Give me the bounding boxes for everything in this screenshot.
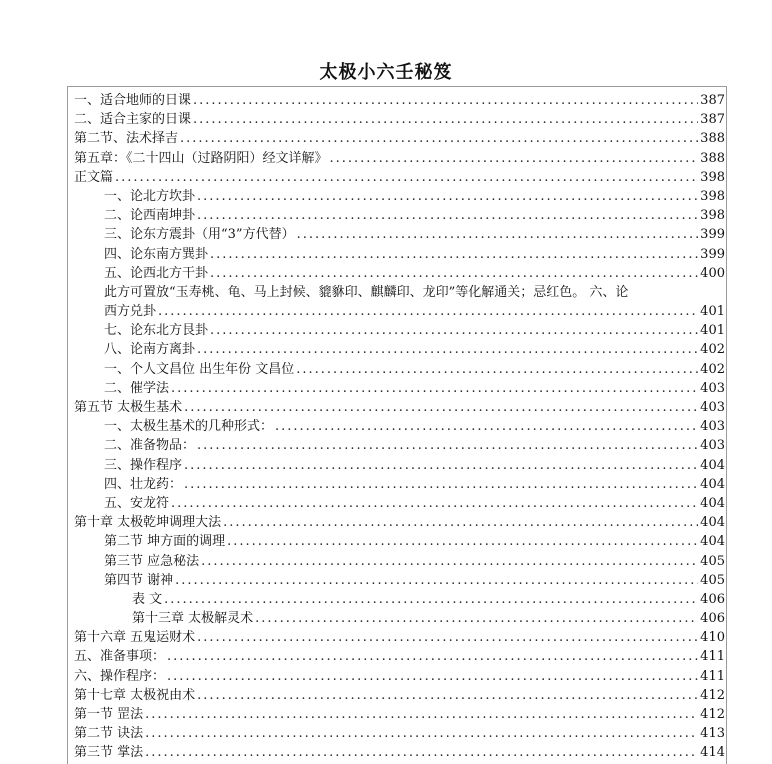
toc-dot-leader	[296, 360, 698, 379]
toc-entry-title: 一、适合地师的日课	[74, 93, 192, 108]
toc-dot-leader	[171, 494, 698, 513]
toc-entry-title: 第三节 应急秘法	[104, 553, 200, 569]
toc-dot-leader	[175, 571, 698, 590]
toc-entry[interactable]	[74, 494, 725, 513]
toc-dot-leader	[145, 724, 698, 743]
toc-page-number: 398	[700, 188, 725, 204]
toc-entry-title: 二、催学法	[104, 380, 170, 396]
toc-entry-title: 五、论西北方干卦	[104, 265, 209, 281]
toc-page-number: 413	[700, 726, 725, 742]
toc-entry-title: 四、论东南方巽卦	[104, 246, 209, 262]
toc-entry-title: 第五章：《二十四山（过路阴阳）经文详解》	[74, 150, 328, 166]
toc-entry-title: 第五节 太极生基术	[74, 400, 183, 415]
toc-entry[interactable]	[74, 590, 725, 609]
toc-page-number: 412	[700, 687, 725, 703]
toc-dot-leader	[197, 436, 698, 455]
toc-page-number: 403	[700, 438, 725, 454]
toc-entry[interactable]	[74, 552, 725, 571]
toc-page-number: 406	[700, 611, 725, 627]
toc-dot-leader	[210, 321, 698, 340]
toc-entry-title: 第四节 谢神	[104, 572, 174, 588]
toc-page-number: 387	[700, 93, 725, 108]
toc-dot-leader	[227, 532, 698, 551]
toc-entry-title: 第十三章 太极解灵术	[132, 611, 254, 627]
toc-page-number: 411	[700, 668, 725, 684]
table-of-contents	[74, 91, 725, 763]
toc-dot-leader	[145, 743, 698, 762]
toc-entry[interactable]	[74, 647, 725, 666]
toc-dot-leader	[297, 225, 699, 244]
toc-entry[interactable]	[74, 91, 725, 110]
toc-dot-leader	[210, 245, 698, 264]
toc-entry[interactable]	[74, 245, 725, 264]
toc-entry-title: 三、论东方震卦（用“3”方代替）	[104, 227, 295, 243]
toc-page-number: 401	[700, 323, 725, 339]
toc-entry[interactable]	[74, 379, 725, 398]
toc-entry-title: 第二节 诀法	[74, 726, 144, 742]
toc-dot-leader	[193, 110, 698, 129]
toc-page-number: 398	[700, 169, 725, 185]
toc-entry-title: 五、安龙符	[104, 495, 170, 511]
toc-entry-title: 第二节 坤方面的调理	[104, 534, 226, 550]
toc-dot-leader	[158, 302, 698, 321]
toc-dot-leader	[201, 552, 698, 571]
toc-page-number: 402	[700, 342, 725, 358]
toc-page-number: 403	[700, 380, 725, 396]
toc-page-number: 399	[700, 246, 725, 262]
toc-entry-title: 八、论南方离卦	[104, 342, 196, 358]
toc-dot-leader	[193, 91, 698, 110]
toc-entry[interactable]	[74, 475, 725, 494]
toc-entry[interactable]	[74, 513, 725, 532]
toc-entry[interactable]	[74, 225, 725, 244]
toc-entry[interactable]	[74, 340, 725, 359]
toc-entry-title: 正文篇	[74, 169, 114, 185]
document-title: 太极小六壬秘笈	[319, 62, 453, 83]
toc-dot-leader	[275, 417, 698, 436]
toc-entry[interactable]	[74, 321, 725, 340]
toc-entry[interactable]	[74, 283, 725, 302]
toc-entry-title: 第十六章 五鬼运财术	[74, 630, 196, 646]
toc-entry[interactable]	[74, 628, 725, 647]
toc-page-number: 404	[700, 457, 725, 473]
toc-entry[interactable]	[74, 187, 725, 206]
toc-entry[interactable]	[74, 609, 725, 628]
toc-entry-title: 五、准备事项：	[74, 649, 166, 665]
toc-entry[interactable]	[74, 302, 725, 321]
toc-dot-leader	[180, 129, 698, 148]
toc-entry-title: 西方兑卦	[104, 304, 157, 320]
toc-entry[interactable]	[74, 149, 725, 168]
toc-page-number: 403	[700, 400, 725, 415]
toc-dot-leader	[210, 264, 698, 283]
toc-page-number: 414	[700, 745, 725, 761]
toc-dot-leader	[167, 667, 698, 686]
toc-entry-title: 第十七章 太极祝由术	[74, 687, 196, 703]
toc-entry[interactable]	[74, 360, 725, 379]
toc-entry-title: 此方可置放“玉寿桃、龟、马上封候、貔貅印、麒麟印、龙印”等化解通关；忌红色。 六、论	[104, 284, 629, 300]
toc-dot-leader	[197, 628, 698, 647]
toc-entry[interactable]	[74, 532, 725, 551]
toc-dot-leader	[184, 456, 698, 475]
toc-page-number: 399	[700, 227, 725, 243]
toc-page-number: 410	[700, 630, 725, 646]
toc-entry[interactable]	[74, 571, 725, 590]
toc-entry[interactable]	[74, 398, 725, 417]
toc-entry-title: 第三节 掌法	[74, 745, 144, 761]
toc-dot-leader	[223, 513, 698, 532]
toc-dot-leader	[184, 398, 698, 417]
toc-page-number: 403	[700, 419, 725, 435]
toc-dot-leader	[115, 168, 698, 187]
toc-entry-title: 一、个人文昌位 出生年份 文昌位	[104, 361, 295, 377]
toc-page-number: 398	[700, 208, 725, 224]
toc-page-number: 388	[700, 131, 725, 147]
toc-dot-leader	[164, 590, 698, 609]
toc-entry[interactable]	[74, 456, 725, 475]
toc-page-number: 402	[700, 361, 725, 377]
toc-entry-title: 三、操作程序	[104, 457, 183, 473]
toc-entry[interactable]	[74, 417, 725, 436]
toc-dot-leader	[197, 686, 698, 705]
toc-entry-title: 第十章 太极乾坤调理大法	[74, 515, 222, 531]
toc-page-number: 388	[700, 150, 725, 166]
toc-entry[interactable]	[74, 705, 725, 724]
toc-entry[interactable]	[74, 686, 725, 705]
toc-page-number: 404	[700, 495, 725, 511]
toc-page-number: 406	[700, 591, 725, 607]
toc-entry[interactable]	[74, 110, 725, 129]
toc-entry[interactable]	[74, 129, 725, 148]
toc-entry[interactable]	[74, 168, 725, 187]
toc-dot-leader	[145, 705, 698, 724]
toc-dot-leader	[167, 647, 698, 666]
toc-dot-leader	[330, 149, 699, 168]
toc-dot-leader	[197, 340, 698, 359]
toc-page-number: 405	[700, 572, 725, 588]
toc-page-number: 411	[700, 649, 725, 665]
toc-dot-leader	[171, 379, 698, 398]
toc-entry-title: 一、太极生基术的几种形式：	[104, 419, 274, 435]
toc-entry[interactable]	[74, 264, 725, 283]
toc-entry[interactable]	[74, 436, 725, 455]
toc-page-number: 405	[700, 553, 725, 569]
toc-page-number: 400	[700, 265, 725, 281]
toc-entry-title: 四、壮龙药：	[104, 476, 183, 492]
toc-entry-title: 第二节、法术择吉	[74, 131, 179, 147]
toc-entry-title: 七、论东北方艮卦	[104, 323, 209, 339]
toc-dot-leader	[255, 609, 698, 628]
toc-entry-title: 二、准备物品：	[104, 438, 196, 454]
toc-entry-title: 表 文	[132, 591, 163, 607]
toc-entry[interactable]	[74, 206, 725, 225]
toc-entry[interactable]	[74, 743, 725, 762]
toc-page-number: 387	[700, 112, 725, 128]
toc-entry-title: 二、论西南坤卦	[104, 208, 196, 224]
toc-dot-leader	[197, 206, 698, 225]
toc-page-number: 401	[700, 304, 725, 320]
toc-entry-title: 六、操作程序：	[74, 668, 166, 684]
toc-page-number: 404	[700, 534, 725, 550]
toc-dot-leader	[184, 475, 698, 494]
toc-entry-title: 二、适合主家的日课	[74, 112, 192, 128]
toc-entry-title: 一、论北方坎卦	[104, 188, 196, 204]
toc-entry[interactable]	[74, 724, 725, 743]
toc-dot-leader	[197, 187, 698, 206]
toc-page-number: 404	[700, 476, 725, 492]
toc-page-number: 404	[700, 515, 725, 531]
toc-page-number: 412	[700, 707, 725, 722]
toc-entry-title: 第一节 罡法	[74, 707, 144, 722]
toc-entry[interactable]	[74, 667, 725, 686]
